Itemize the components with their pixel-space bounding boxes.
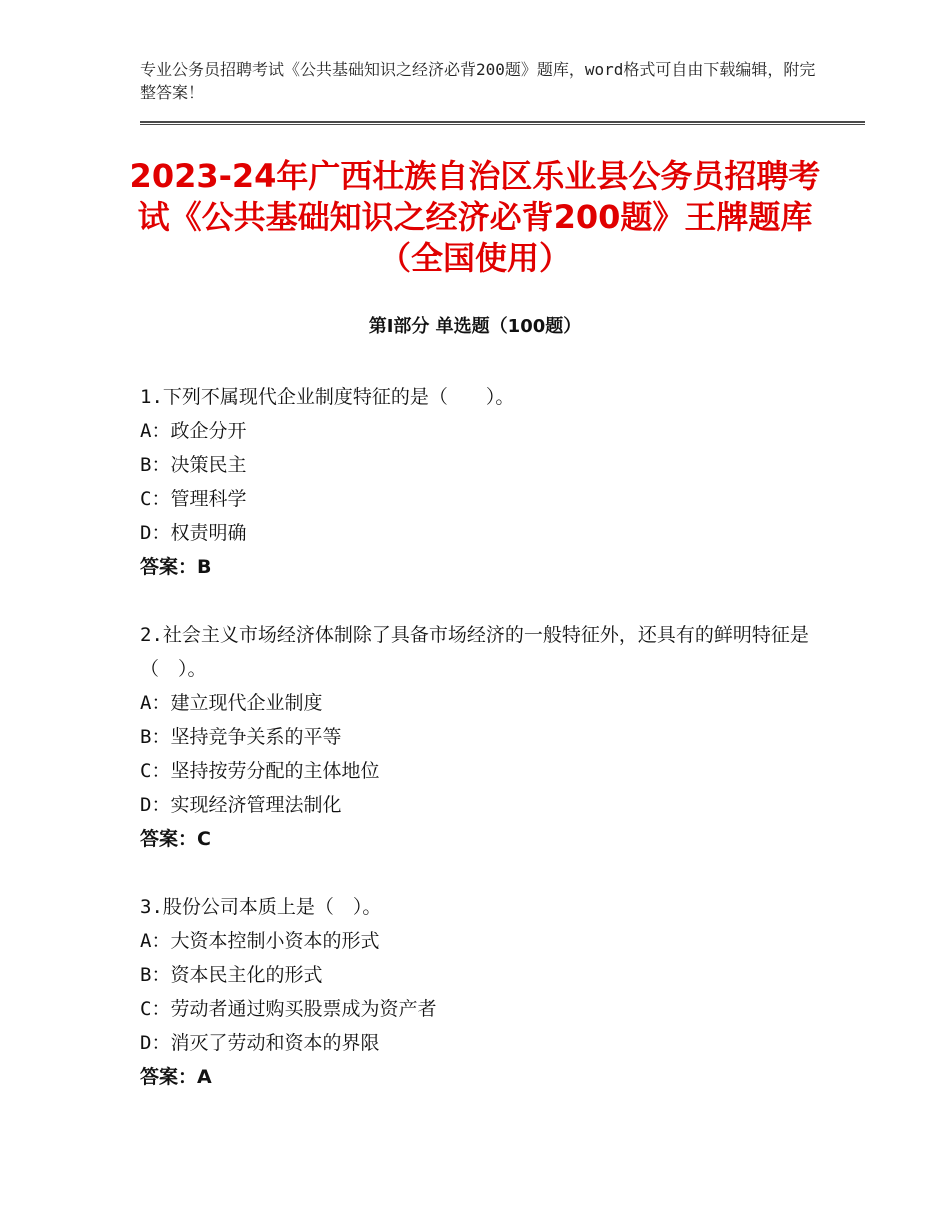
question-text: 1.下列不属现代企业制度特征的是（ ）。 xyxy=(140,386,515,408)
option-c: C：劳动者通过购买股票成为资产者 xyxy=(140,998,437,1020)
option-d: D：实现经济管理法制化 xyxy=(140,794,342,816)
header-note: 专业公务员招聘考试《公共基础知识之经济必背200题》题库，word格式可自由下载编辑，附完整答案！ xyxy=(140,60,816,102)
option-d: D：消灭了劳动和资本的界限 xyxy=(140,1032,380,1054)
option-b: B：决策民主 xyxy=(140,454,247,476)
question-1 xyxy=(140,380,820,584)
question-2 xyxy=(140,618,820,856)
option-a: A：大资本控制小资本的形式 xyxy=(140,930,380,952)
question-3 xyxy=(140,890,820,1094)
option-a: A：建立现代企业制度 xyxy=(140,692,323,714)
section-title: 第Ⅰ部分 单选题（100题） xyxy=(368,316,582,337)
header-divider xyxy=(140,121,865,125)
question-text: 2.社会主义市场经济体制除了具备市场经济的一般特征外，还具有的鲜明特征是（ ）。 xyxy=(140,624,809,680)
option-c: C：坚持按劳分配的主体地位 xyxy=(140,760,380,782)
option-b: B：资本民主化的形式 xyxy=(140,964,323,986)
option-a: A：政企分开 xyxy=(140,420,247,442)
option-b: B：坚持竞争关系的平等 xyxy=(140,726,342,748)
answer: 答案：A xyxy=(140,1066,212,1088)
option-d: D：权责明确 xyxy=(140,522,247,544)
question-list xyxy=(140,380,820,1094)
option-c: C：管理科学 xyxy=(140,488,247,510)
answer: 答案：B xyxy=(140,556,212,578)
question-text: 3.股份公司本质上是（ ）。 xyxy=(140,896,382,918)
document-title: 2023-24年广西壮族自治区乐业县公务员招聘考试《公共基础知识之经济必背200题》王牌题库（全国使用） xyxy=(129,157,821,277)
answer: 答案：C xyxy=(140,828,211,850)
